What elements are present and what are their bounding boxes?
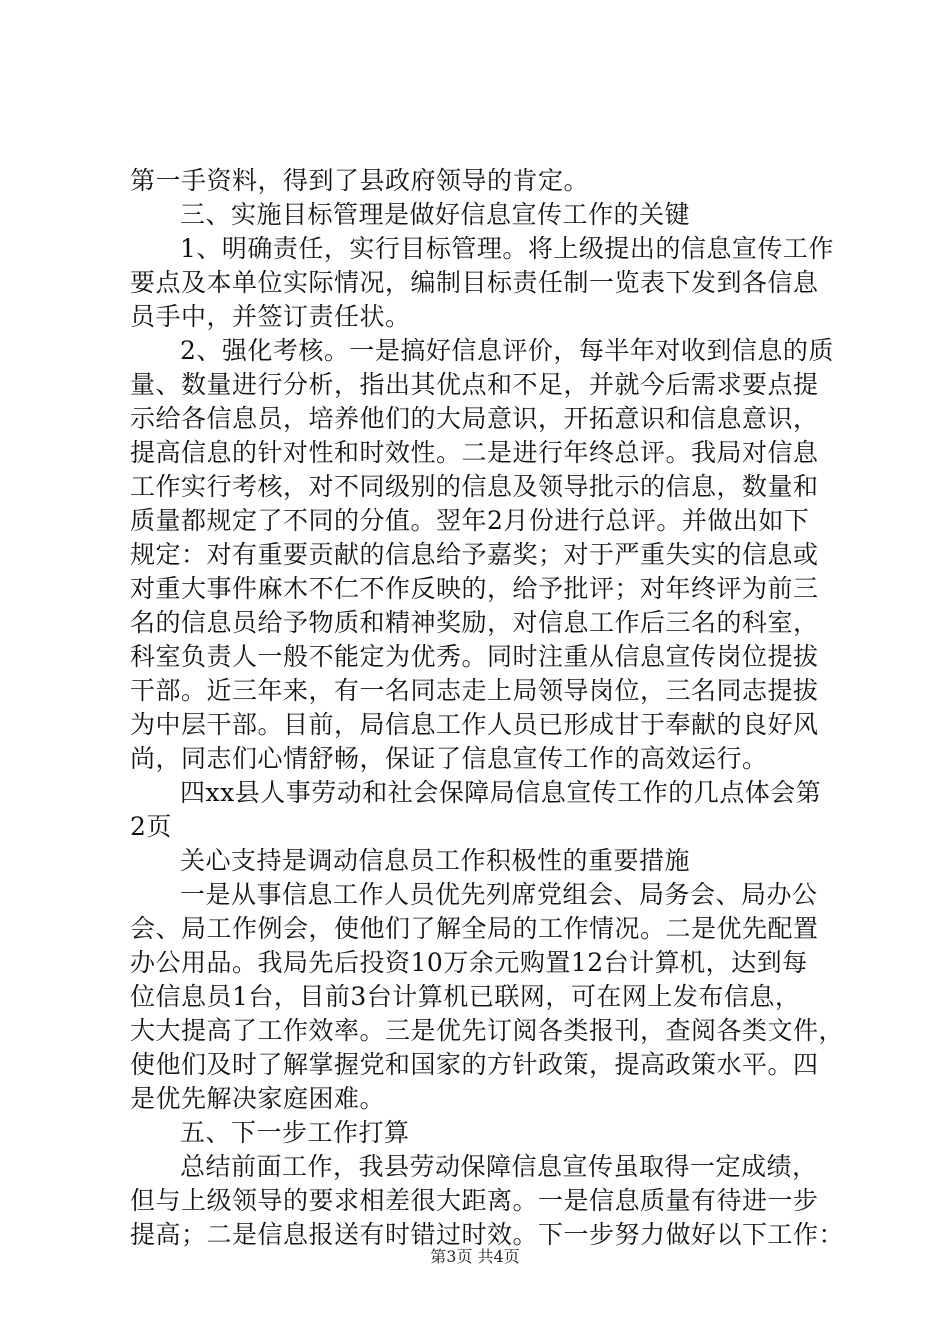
text-line: 提高信息的针对性和时效性。二是进行年终总评。我局对信息 [130, 438, 819, 467]
text-line: 对重大事件麻木不仁不作反映的，给予批评；对年终评为前三 [130, 574, 819, 603]
text-line: 会、局工作例会，使他们了解全局的工作情况。二是优先配置 [130, 914, 819, 943]
text-line: 科室负责人一般不能定为优秀。同时注重从信息宣传岗位提拔 [130, 642, 819, 671]
text-line: 尚，同志们心情舒畅，保证了信息宣传工作的高效运行。 [130, 744, 768, 773]
text-line: 质量都规定了不同的分值。翌年2月份进行总评。并做出如下 [130, 506, 810, 535]
text-line: 员手中，并签订责任状。 [130, 302, 411, 331]
text-line: 量、数量进行分析，指出其优点和不足，并就今后需求要点提 [130, 370, 819, 399]
text-line: 第一手资料，得到了县政府领导的肯定。 [130, 166, 590, 195]
text-line: 1、明确责任，实行目标管理。将上级提出的信息宣传工作 [180, 234, 834, 263]
text-line: 五、下一步工作打算 [180, 1118, 410, 1147]
text-line: 规定：对有重要贡献的信息给予嘉奖；对于严重失实的信息或 [130, 540, 819, 569]
text-line: 干部。近三年来，有一名同志走上局领导岗位，三名同志提拔 [130, 676, 819, 705]
text-line: 办公用品。我局先后投资10万余元购置12台计算机，达到每 [130, 948, 808, 977]
text-line: 关心支持是调动信息员工作积极性的重要措施 [180, 846, 691, 875]
text-line: 2页 [130, 812, 172, 841]
text-line: 是优先解决家庭困难。 [130, 1084, 386, 1113]
text-line: 为中层干部。目前，局信息工作人员已形成甘于奉献的良好风 [130, 710, 819, 739]
text-line: 使他们及时了解掌握党和国家的方针政策，提高政策水平。四 [130, 1050, 819, 1079]
text-line: 总结前面工作，我县劳动保障信息宣传虽取得一定成绩， [180, 1152, 818, 1181]
text-line: 四xx县人事劳动和社会保障局信息宣传工作的几点体会第 [180, 778, 822, 807]
text-line: 大大提高了工作效率。三是优先订阅各类报刊，查阅各类文件， [130, 1016, 845, 1045]
page-footer: 第3页 共4页 [430, 1247, 520, 1266]
text-line: 但与上级领导的要求相差很大距离。一是信息质量有待进一步 [130, 1186, 819, 1215]
text-line: 一是从事信息工作人员优先列席党组会、局务会、局办公 [180, 880, 818, 909]
text-line: 2、强化考核。一是搞好信息评价，每半年对收到信息的质 [180, 336, 834, 365]
text-line: 示给各信息员，培养他们的大局意识，开拓意识和信息意识， [130, 404, 819, 433]
text-line: 位信息员1台，目前3台计算机已联网，可在网上发布信息， [130, 982, 801, 1011]
text-line: 要点及本单位实际情况，编制目标责任制一览表下发到各信息 [130, 268, 819, 297]
text-line: 工作实行考核，对不同级别的信息及领导批示的信息，数量和 [130, 472, 819, 501]
text-line: 提高；二是信息报送有时错过时效。下一步努力做好以下工作： [130, 1220, 845, 1249]
document-body [130, 164, 845, 1252]
text-line: 名的信息员给予物质和精神奖励，对信息工作后三名的科室， [130, 608, 819, 637]
text-line: 三、实施目标管理是做好信息宣传工作的关键 [180, 200, 691, 229]
